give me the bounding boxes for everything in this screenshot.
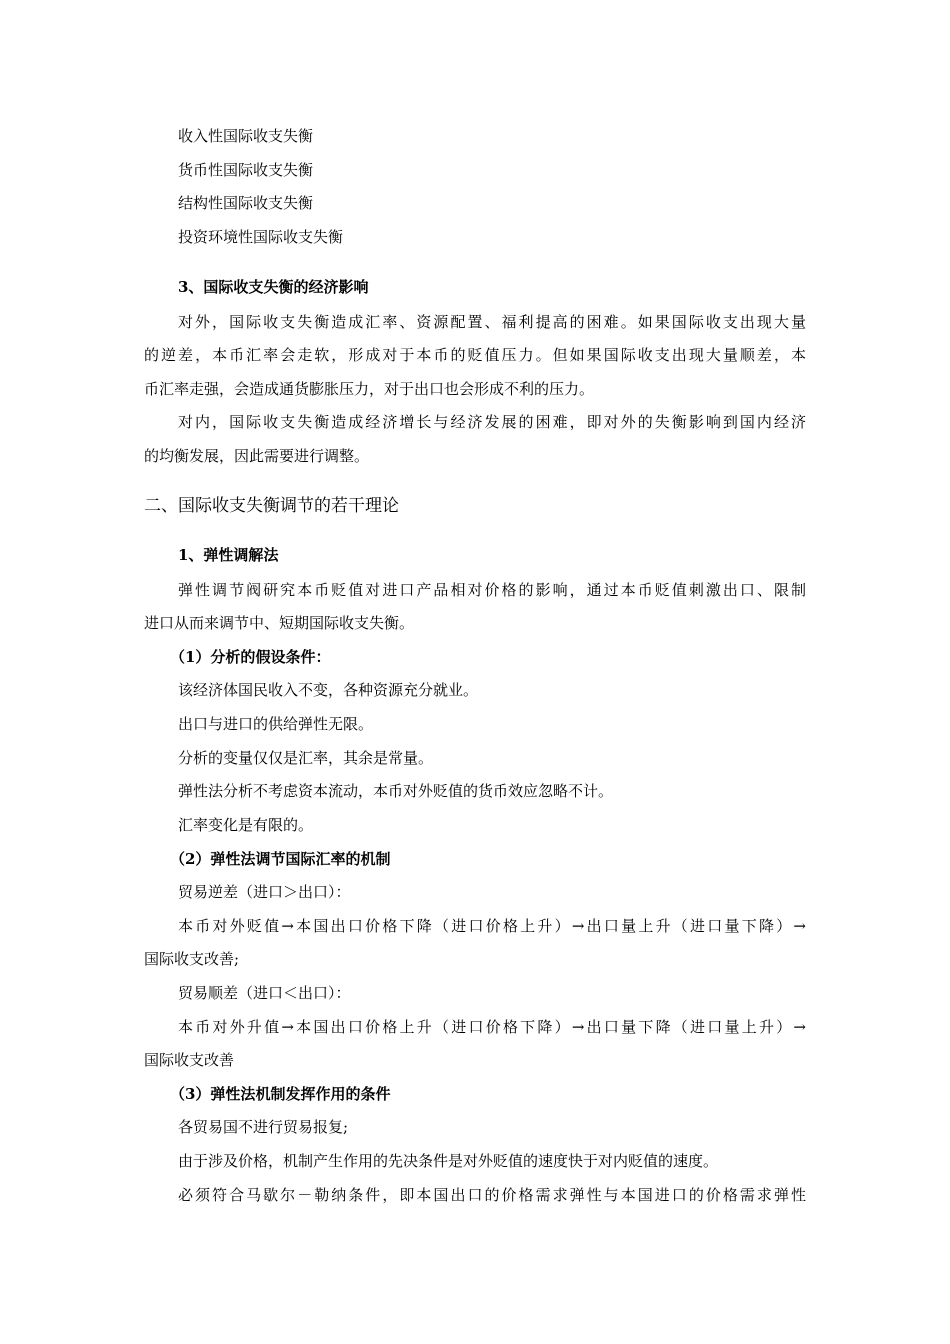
- chapter-heading: 二、国际收支失衡调节的若干理论: [144, 496, 399, 516]
- subsection-heading: （3）弹性法机制发挥作用的条件: [170, 1085, 391, 1103]
- subsection-heading: （2）弹性法调节国际汇率的机制: [170, 850, 391, 868]
- mechanism-line: 国际收支改善: [144, 1051, 235, 1069]
- list-item: 弹性法分析不考虑资本流动，本币对外贬值的货币效应忽略不计。: [178, 782, 614, 800]
- mechanism-line: 国际收支改善;: [144, 950, 240, 968]
- mechanism-line: 本币对外升值→本国出口价格上升（进口价格下降）→出口量下降（进口量上升）→: [178, 1018, 806, 1036]
- mechanism-label: 贸易顺差（进口＜出口）：: [178, 984, 351, 1002]
- section-heading: 3、国际收支失衡的经济影响: [178, 278, 369, 296]
- list-item: 汇率变化是有限的。: [178, 816, 314, 834]
- list-item: 货币性国际收支失衡: [178, 161, 314, 179]
- mechanism-line: 本币对外贬值→本国出口价格下降（进口价格上升）→出口量上升（进口量下降）→: [178, 917, 806, 935]
- section-heading: 1、弹性调解法: [178, 546, 279, 564]
- list-item: 必须符合马歇尔－勒纳条件，即本国出口的价格需求弹性与本国进口的价格需求弹性: [178, 1186, 806, 1204]
- paragraph-line: 进口从而来调节中、短期国际收支失衡。: [144, 614, 415, 632]
- paragraph-line: 币汇率走强，会造成通货膨胀压力，对于出口也会形成不利的压力。: [144, 380, 595, 398]
- list-item: 分析的变量仅仅是汇率，其余是常量。: [178, 749, 434, 767]
- subsection-heading: （1）分析的假设条件：: [170, 648, 331, 666]
- mechanism-label: 贸易逆差（进口＞出口）：: [178, 883, 351, 901]
- list-item: 该经济体国民收入不变，各种资源充分就业。: [178, 681, 479, 699]
- paragraph-line: 对内，国际收支失衡造成经济增长与经济发展的困难，即对外的失衡影响到国内经济: [178, 413, 806, 431]
- list-item: 投资环境性国际收支失衡: [178, 228, 344, 246]
- list-item: 收入性国际收支失衡: [178, 127, 314, 145]
- list-item: 出口与进口的供给弹性无限。: [178, 715, 374, 733]
- paragraph-line: 对外，国际收支失衡造成汇率、资源配置、福利提高的困难。如果国际收支出现大量: [178, 313, 806, 331]
- list-item: 由于涉及价格，机制产生作用的先决条件是对外贬值的速度快于对内贬值的速度。: [178, 1152, 719, 1170]
- paragraph-line: 的均衡发展，因此需要进行调整。: [144, 447, 370, 465]
- list-item: 各贸易国不进行贸易报复;: [178, 1118, 349, 1136]
- paragraph-line: 弹性调节阀研究本币贬值对进口产品相对价格的影响，通过本币贬值刺激出口、限制: [178, 581, 806, 599]
- paragraph-line: 的逆差，本币汇率会走软，形成对于本币的贬值压力。但如果国际收支出现大量顺差，本: [144, 346, 806, 364]
- list-item: 结构性国际收支失衡: [178, 194, 314, 212]
